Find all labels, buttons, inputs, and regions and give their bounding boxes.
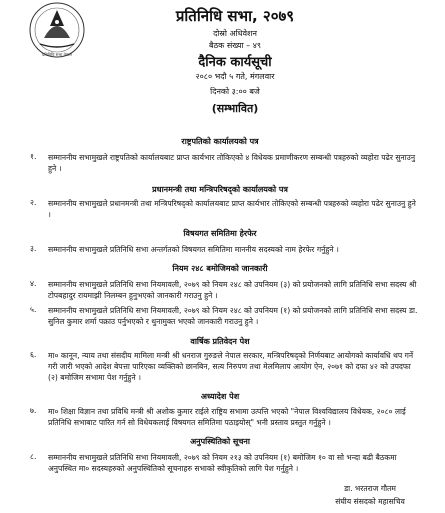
- section-heading: वार्षिक प्रतिवेदन पेश: [190, 337, 250, 346]
- item-text: सम्माननीय सभामुखले प्रतिनिधि सभा नियमावली, २०७९ को नियम २४८ को उपनियम (१) को प्रयोजनको लागि प्रतिनिधि सभा सदस्य डा. सुनिल कुमार शर्मा पक्राउ पर्नुभएको र थुनामुक्त भएको जानकारी गराउनु हुने ।: [48, 306, 418, 326]
- signature-title: संघीय संसदको महासचिव: [335, 497, 405, 506]
- section-heading: नियम २४८ बमोजिमको जानकारी: [172, 264, 268, 273]
- agenda-title: दैनिक कार्यसूची: [198, 55, 272, 70]
- item-number: २.: [30, 198, 37, 207]
- item-number: ८.: [30, 452, 37, 461]
- item-text: मा० कानून, न्याय तथा संसदीय मामिला मन्त्री श्री धनराज गुरुङले नेपाल सरकार, मन्त्रिपरिषद्को निर्णयबाट आयोगको कार्यावधि थप गर्ने गरी जारी भएको आदेश बेपत्ता पारिएका व्यक्तिको छानबिन, सत्य निरुपण तथा मेलमिलाप आयोग ऐन, २०७१ को दफा ४२ को उपदफा (२) बमोजिम सभामा पेश गर्नुहुने ।: [48, 351, 414, 382]
- possible-label: (सम्भावित): [211, 102, 259, 115]
- section-heading: प्रधानमन्त्री तथा मन्त्रिपरिषद्को कार्यालयको पत्र: [152, 185, 288, 194]
- section-heading: विषयगत समितिमा हेरफेर: [183, 229, 257, 238]
- agenda-date: २०८० भदौ ५ गते, मंगलवार: [195, 72, 275, 81]
- item-number: १.: [30, 152, 37, 161]
- item-text: सम्माननीय सभामुखले राष्ट्रपतिको कार्यालयबाट प्राप्त कार्यभार तोकिएको ४ विधेयक प्रमाणीकरण सम्बन्धी पत्रहरुको व्यहोरा पढेर सुनाउनु हुने ।: [48, 153, 416, 173]
- item-text: सम्माननीय सभामुखले प्रधानमन्त्री तथा मन्त्रिपरिषद्को कार्यालयबाट प्राप्त कार्यभार तोकिएको सम्बन्धी पत्रहरुको व्यहोरा पढेर सुनाउनु हुने ।: [48, 199, 416, 219]
- agenda-time: दिनको ३:०० बजे: [210, 87, 260, 96]
- item-text: सम्माननीय सभामुखले प्रतिनिधि सभा नियमावली, २०७९ को नियम २४८ को उपनियम (३) को प्रयोजनको लागि प्रतिनिधि सभा सदस्य श्री टोपबहादुर रायमाझी निलम्बन हुनुभएको जानकारी गराउनु हुने ।: [48, 280, 417, 300]
- item-number: ३.: [30, 244, 37, 253]
- meeting-number: बैठक संख्या – ४९: [208, 41, 262, 50]
- section-heading: अनुपस्थितिको सूचना: [190, 437, 250, 446]
- emblem-caption: प्रतिनिधि सभा नेपाल: [42, 52, 72, 57]
- item-number: ७.: [30, 406, 37, 415]
- page-title: प्रतिनिधि सभा, २०७९: [175, 7, 295, 25]
- item-text: सम्माननीय सभामुखले प्रतिनिधि सभा अन्तर्गतको विषयगत समितिमा माननीय सदस्यको नाम हेरफेर गर्नुहुने ।: [48, 245, 339, 254]
- item-number: ४.: [30, 279, 37, 288]
- signature-name: डा. भरतराज गौतम: [344, 484, 396, 493]
- item-text: मा० शिक्षा विज्ञान तथा प्रविधि मन्त्री श्री अशोक कुमार राईले राष्ट्रिय सभामा उत्पत्ति भएको "नेपाल विश्वविद्यालय विधेयक, २०८० लाई प्रतिनिधि सभाबाट पारित गर्न सो विधेयकलाई विषयगत समितिमा पठाइयोस्" भनी प्रस्ताव प्रस्तुत गर्नुहुने ।: [48, 407, 406, 427]
- item-text: सम्माननीय सभामुखले प्रतिनिधि सभा नियमावली, २०७९ को नियम २१३ को उपनियम (१) बमोजिम १० वा सो भन्दा बढी बैठकमा अनुपस्थित मा० सदस्यहरुको अनुपस्थितिको सूचनाहरु सभाको स्वीकृतिको लागि पेश गर्नुहुने ।: [48, 453, 397, 473]
- session-label: दोस्रो अधिवेशन: [213, 29, 257, 38]
- item-number: ५.: [30, 305, 37, 314]
- item-number: ६.: [30, 350, 37, 359]
- nepal-emblem-icon: [26, 0, 88, 60]
- section-heading: राष्ट्रपतिको कार्यालयको पत्र: [181, 137, 259, 146]
- section-heading: अध्यादेश पेश: [200, 392, 240, 401]
